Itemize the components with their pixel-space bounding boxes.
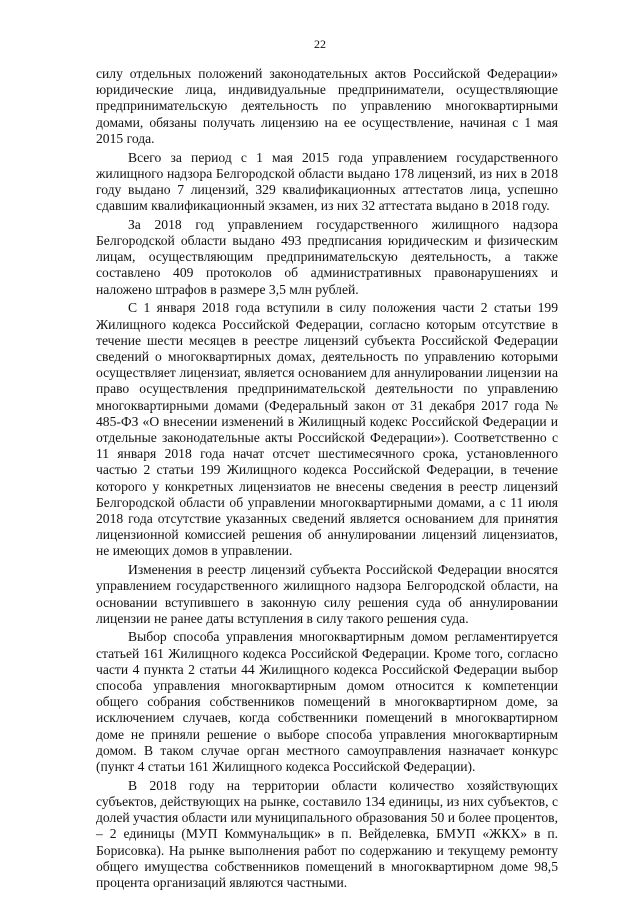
document-body <box>96 66 558 894</box>
paragraph-licenses-issued: Всего за период с 1 мая 2015 года управлением государственного жилищного надзора Белгородской области выдано 178 лицензий, из них в 2018 году выдано 7 лицензий, 329 квалификационных аттестатов лица, успешно сдавшим квалификационный экзамен, из них 32 аттестата выдано в 2018 году. <box>96 149 558 214</box>
page-number: 22 <box>314 37 326 51</box>
paragraph-management-choice: Выбор способа управления многоквартирным домом регламентируется статьей 161 Жилищного кодекса Российской Федерации. Кроме того, согласно части 4 пункта 2 статьи 44 Жилищного кодекса Российской Федерации выбор способа управления многоквартирным домом относится к компетенции общего собрания собственников помещений в многоквартирном доме, за исключением случаев, когда собственники помещений в многоквартирном доме не приняли решение о выборе способа управления многоквартирным домом. В таком случае орган местного самоуправления назначает конкурс (пункт 4 статьи 161 Жилищного кодекса Российской Федерации). <box>96 629 558 775</box>
paragraph-continuation: силу отдельных положений законодательных актов Российской Федерации» юридические лица, индивидуальные предприниматели, осуществляющие предпринимательскую деятельность по управлению многоквартирными домами, обязаны получать лицензию на ее осуществление, начиная с 1 мая 2015 года. <box>96 66 558 146</box>
paragraph-license-annulment: С 1 января 2018 года вступили в силу положения части 2 статьи 199 Жилищного кодекса Российской Федерации, согласно которым отсутствие в течение шести месяцев в реестре лицензий субъекта Российской Федерации сведений о многоквартирных домах, деятельность по управлению которыми осуществляет лицензиат, является основанием для аннулировании лицензии на право осуществления предпринимательской деятельности по управлению многоквартирными домами (Федеральный закон от 31 декабря 2017 года № 485-ФЗ «О внесении изменений в Жилищный кодекс Российской Федерации и отдельные законодательные акты Российской Федерации»). Соответственно с 11 января 2018 года начат отсчет шестимесячного срока, установленного частью 2 статьи 199 Жилищного кодекса Российской Федерации, в течение которого у конкретных лицензиатов не внесены сведения в реестр лицензий Белгородской области об управлении многоквартирными домами, а с 11 июля 2018 года отсутствие указанных сведений является основанием для принятия лицензионной комиссией решения об аннулировании лицензий лицензиатов, не имеющих домов в управлении. <box>96 300 558 559</box>
paragraph-registry-changes: Изменения в реестр лицензий субъекта Российской Федерации вносятся управлением государственного жилищного надзора Белгородской области, на основании вступившего в законную силу решения суда об аннулировании лицензии не ранее даты вступления в силу такого решения суда. <box>96 562 558 626</box>
paragraph-inspections-2018: За 2018 год управлением государственного жилищного надзора Белгородской области выдано 493 предписания юридическим и физическим лицам, осуществляющим предпринимательскую деятельность, а также составлено 409 протоколов об административных правонарушениях и наложено штрафов в размере 3,5 млн рублей. <box>96 216 558 297</box>
paragraph-market-entities: В 2018 году на территории области количество хозяйствующих субъектов, действующих на рынке, составило 134 единицы, из них субъектов, с долей участия области или муниципального образования 50 и более процентов, – 2 единицы (МУП Коммунальщик» в п. Вейделевка, БМУП «ЖКХ» в п. Борисовка). На рынке выполнения работ по содержанию и текущему ремонту общего имущества собственников помещений в многоквартирном доме 98,5 процента организаций являются частными. <box>96 777 558 890</box>
